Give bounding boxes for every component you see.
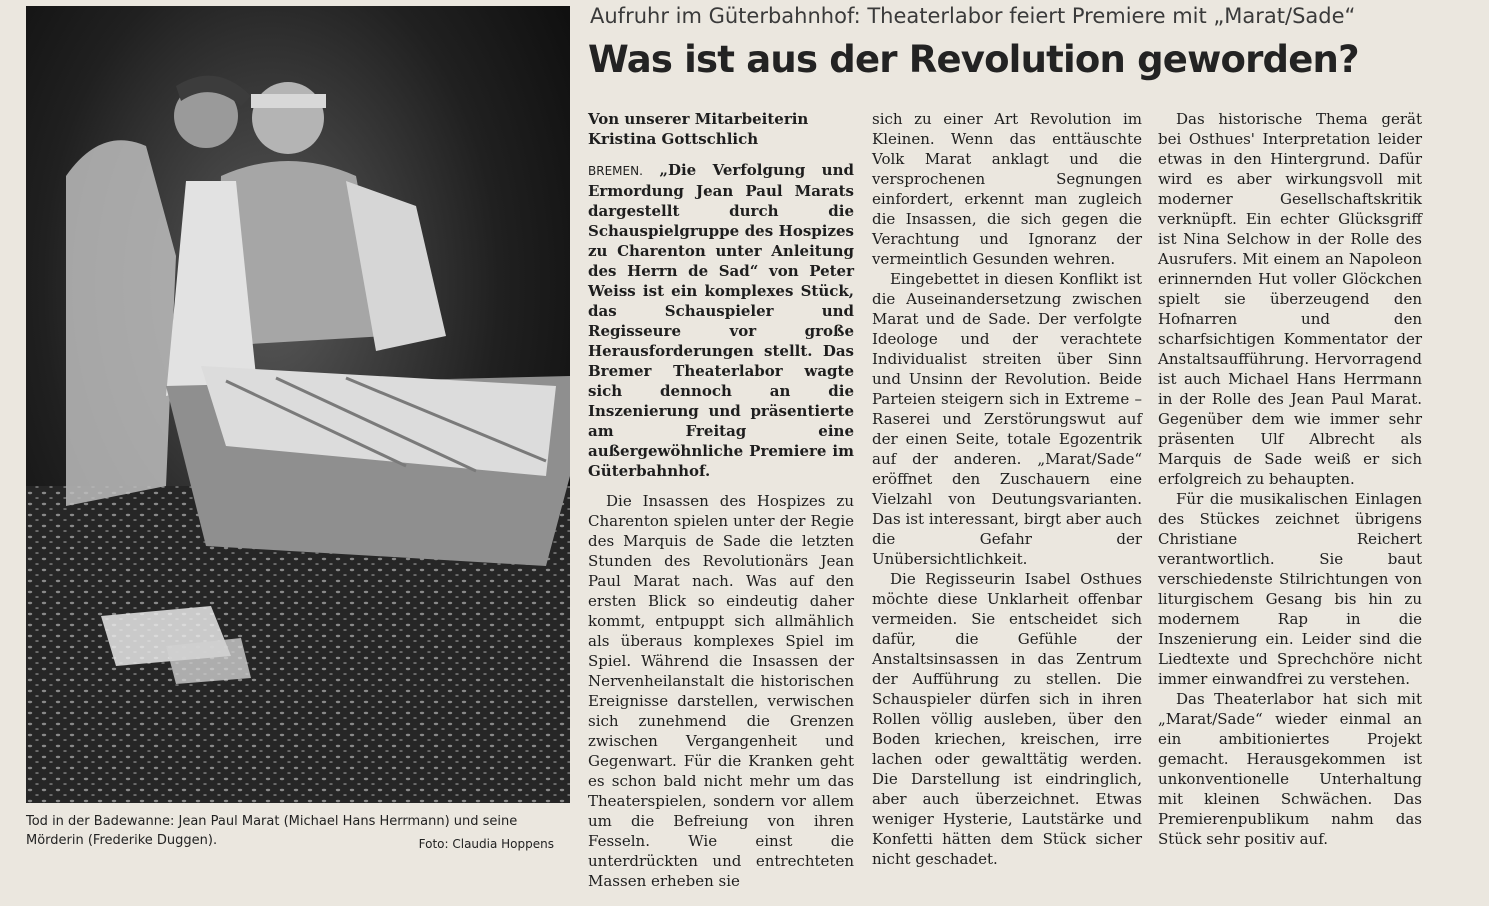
byline <box>588 109 854 149</box>
headline: Was ist aus der Revolution geworden? <box>588 38 1359 81</box>
paragraph-6: Das Theaterlabor hat sich mit „Marat/Sade“ wieder einmal an ein ambitioniertes Projekt gemacht. Herausgekommen ist unkonventionelle Unterhaltung mit kleinen Schwächen. Das Premierenpublikum nahm das Stück sehr positiv auf. <box>1158 690 1422 848</box>
column-3 <box>1158 109 1422 849</box>
paragraph-1: Die Insassen des Hospizes zu Charenton spielen unter der Regie des Marquis de Sade die letzten Stunden des Revolutionärs Jean Paul Marat nach. Was auf den ersten Blick so eindeutig daher kommt, entpuppt sich allmählich als überaus komplexes Spiel im Spiel. Während die Insassen der Nervenheilanstalt die historischen Ereignisse darstellen, verwischen sich zunehmend die Grenzen zwischen Vergangenheit und Gegenwart. Für die Kranken geht es schon bald nicht mehr um das Theaterspielen, sondern vor allem um die Befreiung von ihren Fesseln. Wie einst die unterdrückten und entrechteten Massen erheben sie <box>588 492 854 890</box>
byline-author: Kristina Gottschlich <box>588 130 759 148</box>
photo-caption <box>26 812 570 850</box>
paragraph-5: Für die musikalischen Einlagen des Stückes zeichnet übrigens Christiane Reichert verantwortlich. Sie baut verschiedenste Stilrichtungen von liturgischem Gesang bis hin zu modernem Rap in die Inszenierung ein. Leider sind die Liedtexte und Sprechchöre nicht immer einwandfrei zu verstehen. <box>1158 490 1422 688</box>
column-1 <box>588 109 854 891</box>
paragraph-1-continued: sich zu einer Art Revolution im Kleinen. Wenn das enttäuschte Volk Marat anklagt und die versprochenen Segnungen einfordert, erkennt man zugleich die Insassen, die sich gegen die Verachtung und Ignoranz der vermeintlich Gesunden wehren. <box>872 110 1142 268</box>
dateline: BREMEN. <box>588 164 643 178</box>
byline-line1: Von unserer Mitarbeiterin <box>588 110 809 128</box>
paragraph-4: Das historische Thema gerät bei Osthues' Interpretation leider etwas in den Hintergrund. Dafür wird es aber wirkungsvoll mit moderner Gesellschaftskritik verknüpft. Ein echter Glücksgriff ist Nina Selchow in der Rolle des Ausrufers. Mit einem an Napoleon erinnernden Hut voller Glöckchen spielt sie überzeugend den Hofnarren und den scharfsichtigen Kommentator der Anstaltsaufführung. Hervorragend ist auch Michael Hans Herrmann in der Rolle des Jean Paul Marat. Gegenüber dem wie immer sehr präsenten Ulf Albrecht als Marquis de Sade weiß er sich erfolgreich zu behaupten. <box>1158 110 1422 488</box>
column-2 <box>872 109 1142 869</box>
stage-photo <box>26 6 570 803</box>
paragraph-2: Eingebettet in diesen Konflikt ist die Auseinandersetzung zwischen Marat und de Sade. Der verfolgte Ideologe und der verachtete Individualist streiten über Sinn und Unsinn der Revolution. Beide Parteien steigern sich in Extreme – Raserei und Zerstörungswut auf der einen Seite, totale Egozentrik auf der anderen. „Marat/Sade“ eröffnet den Zuschauern eine Vielzahl von Deutungsvarianten. Das ist interessant, birgt aber auch die Gefahr der Unübersichtlichkeit. <box>872 270 1142 568</box>
stage-photo-image <box>26 6 570 803</box>
lead-paragraph <box>588 160 854 481</box>
kicker: Aufruhr im Güterbahnhof: Theaterlabor feiert Premiere mit „Marat/Sade“ <box>590 4 1356 28</box>
photo-credit: Foto: Claudia Hoppens <box>418 837 554 851</box>
lead-text: „Die Verfolgung und Ermordung Jean Paul Marats dargestellt durch die Schauspielgruppe des Hospizes zu Charenton unter Anleitung des Herrn de Sad“ von Peter Weiss ist ein komplexes Stück, das Schauspieler und Regisseure vor große Herausforderungen stellt. Das Bremer Theaterlabor wagte sich dennoch an die Inszenierung und präsentierte am Freitag eine außergewöhnliche Premiere im Güterbahnhof. <box>588 161 854 480</box>
caption-text: Tod in der Badewanne: Jean Paul Marat (Michael Hans Herrmann) und seine Mörderin (Frederike Duggen). <box>26 814 518 848</box>
paragraph-3: Die Regisseurin Isabel Osthues möchte diese Unklarheit offenbar vermeiden. Sie entscheidet sich dafür, die Gefühle der Anstaltsinsassen in das Zentrum der Aufführung zu stellen. Die Schauspieler dürfen sich in ihren Rollen völlig ausleben, über den Boden kriechen, kreischen, irre lachen oder gewalttätig werden. Die Darstellung ist eindringlich, aber auch überzeichnet. Etwas weniger Hysterie, Lautstärke und Konfetti hätten dem Stück sicher nicht geschadet. <box>872 570 1142 868</box>
